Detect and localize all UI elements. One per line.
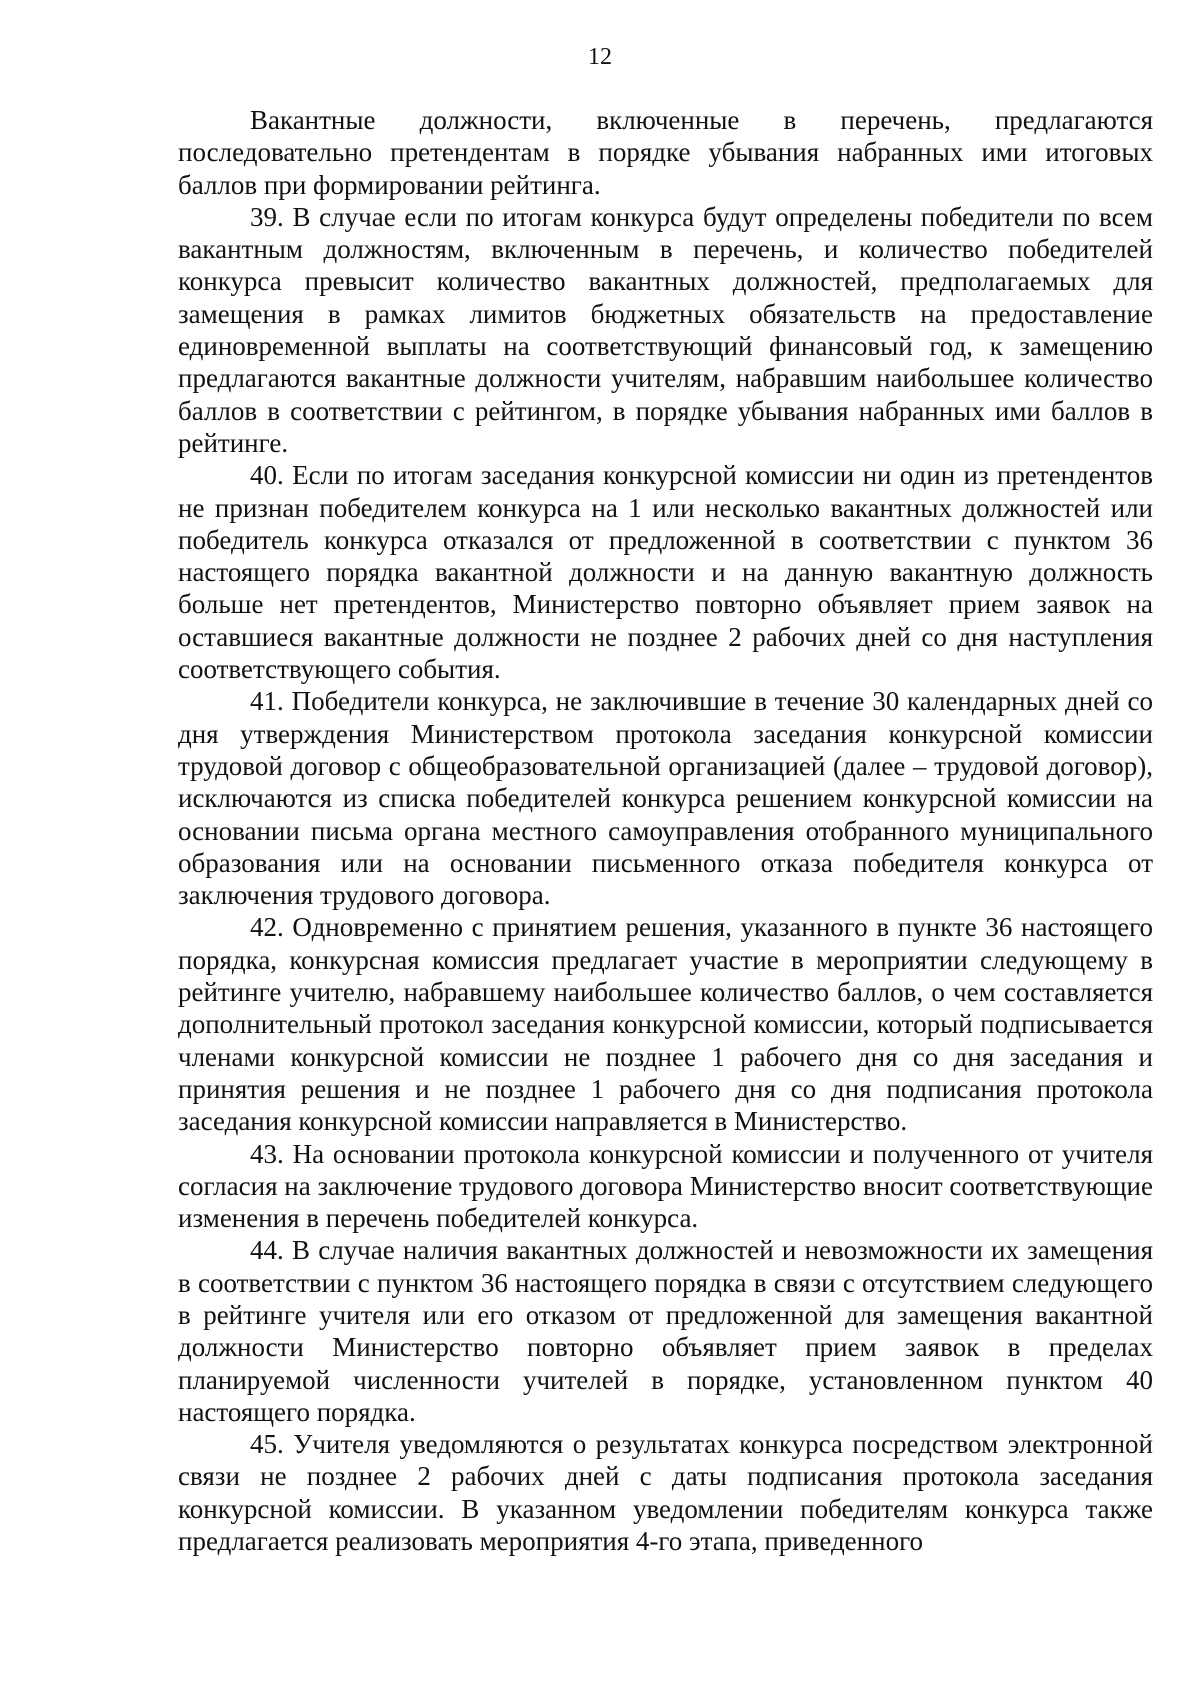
paragraph-41: 41. Победители конкурса, не заключившие в течение 30 календарных дней со дня утверждения Министерством протокола заседания конкурсной комиссии трудовой договор с общеобразовательной организацией (далее – трудовой договор), исключаются из списка победителей конкурса решением конкурсной комиссии на основании письма органа местного самоуправления отобранного муниципального образования или на основании письменного отказа победителя конкурса от заключения трудового договора. [178,686,1153,911]
document-body [178,104,1153,1557]
paragraph-39: 39. В случае если по итогам конкурса будут определены победители по всем вакантным должностям, включенным в перечень, и количество победителей конкурса превысит количество вакантных должностей, предполагаемых для замещения в рамках лимитов бюджетных обязательств на предоставление единовременной выплаты на соответствующий финансовый год, к замещению предлагаются вакантные должности учителям, набравшим наибольшее количество баллов в соответствии с рейтингом, в порядке убывания набранных ими баллов в рейтинге. [178,201,1153,458]
paragraph-vacancies: Вакантные должности, включенные в перечень, предлагаются последовательно претендентам в порядке убывания набранных ими итоговых баллов при формировании рейтинга. [178,105,1153,200]
paragraph-43: 43. На основании протокола конкурсной комиссии и полученного от учителя согласия на заключение трудового договора Министерство вносит соответствующие изменения в перечень победителей конкурса. [178,1138,1153,1234]
paragraph-44: 44. В случае наличия вакантных должностей и невозможности их замещения в соответствии с пунктом 36 настоящего порядка в связи с отсутствием следующего в рейтинге учителя или его отказом от предложенной для замещения вакантной должности Министерство повторно объявляет прием заявок в пределах планируемой численности учителей в порядке, установленном пунктом 40 настоящего порядка. [178,1235,1153,1427]
paragraph-40: 40. Если по итогам заседания конкурсной комиссии ни один из претендентов не признан победителем конкурса на 1 или несколько вакантных должностей или победитель конкурса отказался от предложенной в соответствии с пунктом 36 настоящего порядка вакантной должности и на данную вакантную должность больше нет претендентов, Министерство повторно объявляет прием заявок на оставшиеся вакантные должности не позднее 2 рабочих дней со дня наступления соответствующего события. [178,460,1153,685]
paragraph-45: 45. Учителя уведомляются о результатах конкурса посредством электронной связи не позднее 2 рабочих дней с даты подписания протокола заседания конкурсной комиссии. В указанном уведомлении победителям конкурса также предлагается реализовать мероприятия 4-го этапа, приведенного [178,1429,1153,1557]
paragraph-42: 42. Одновременно с принятием решения, указанного в пункте 36 настоящего порядка, конкурсная комиссия предлагает участие в мероприятии следующему в рейтинге учителю, набравшему наибольшее количество баллов, о чем составляется дополнительный протокол заседания конкурсной комиссии, который подписывается членами конкурсной комиссии не позднее 1 рабочего дня со дня заседания и принятия решения и не позднее 1 рабочего дня со дня подписания протокола заседания конкурсной комиссии направляется в Министерство. [178,912,1153,1137]
page-number: 12 [588,44,612,70]
